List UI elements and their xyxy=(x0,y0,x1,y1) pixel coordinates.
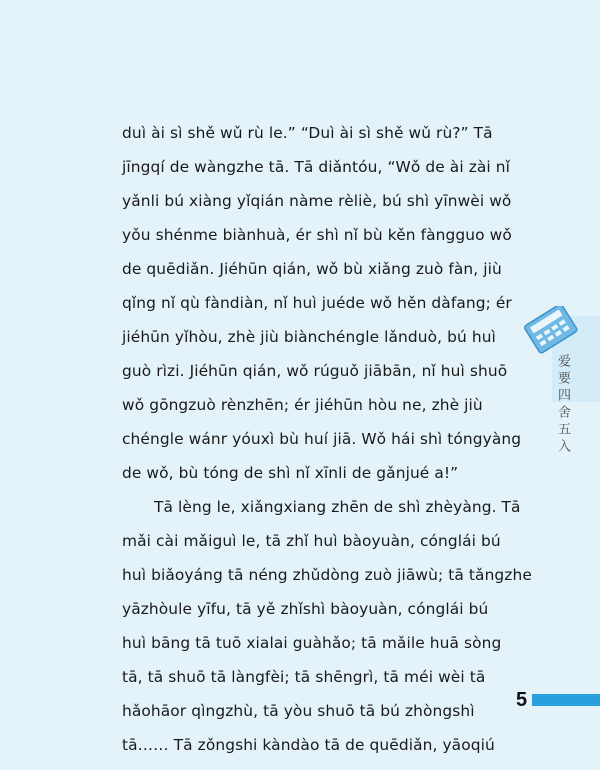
text-line-15: yāzhòule yīfu, tā yě zhǐshì bàoyuàn, cónglái bú xyxy=(122,600,489,618)
side-tab-title: 爱要四舍五入 xyxy=(555,354,570,456)
text-line-12: Tā lèng le, xiǎngxiang zhēn de shì zhèyàng. Tā xyxy=(154,498,521,516)
body-text xyxy=(122,116,532,762)
text-line-3: yǎnli bú xiàng yǐqián nàme rèliè, bú shì yīnwèi wǒ xyxy=(122,192,512,210)
text-line-6: qǐng nǐ qù fàndiàn, nǐ huì juéde wǒ hěn dàfang; ér xyxy=(122,294,512,312)
text-line-1: duì ài sì shě wǔ rù le.” “Duì ài sì shě wǔ rù?” Tā xyxy=(122,124,493,142)
text-line-13: mǎi cài mǎiguì le, tā zhǐ huì bàoyuàn, cónglái bú xyxy=(122,532,501,550)
text-line-5: de quēdiǎn. Jiéhūn qián, wǒ bù xiǎng zuò fàn, jiù xyxy=(122,260,502,278)
text-line-16: huì bāng tā tuō xialai guàhǎo; tā mǎile huā sòng xyxy=(122,634,502,652)
page-number: 5 xyxy=(516,689,528,711)
text-line-8: guò rìzi. Jiéhūn qián, wǒ rúguǒ jiābān, nǐ huì shuō xyxy=(122,362,508,380)
text-line-7: jiéhūn yǐhòu, zhè jiù biànchéngle lǎnduò, bú huì xyxy=(122,328,496,346)
text-line-14: huì biǎoyáng tā néng zhǔdòng zuò jiāwù; tā tǎngzhe xyxy=(122,566,532,584)
text-line-11: de wǒ, bù tóng de shì nǐ xīnli de gǎnjué a!” xyxy=(122,464,459,482)
text-line-2: jīngqí de wàngzhe tā. Tā diǎntóu, “Wǒ de ài zài nǐ xyxy=(122,158,511,176)
page-number-bar xyxy=(532,694,600,706)
text-line-10: chéngle wánr yóuxì bù huí jiā. Wǒ hái shì tóngyàng xyxy=(122,430,522,448)
text-line-4: yǒu shénme biànhuà, ér shì nǐ bù kěn fàngguo wǒ xyxy=(122,226,512,244)
text-line-19: tā…… Tā zǒngshi kàndào tā de quēdiǎn, yāoqiú xyxy=(122,736,495,754)
text-line-9: wǒ gōngzuò rènzhēn; ér jiéhūn hòu ne, zhè jiù xyxy=(122,396,483,414)
text-line-18: hǎohāor qìngzhù, tā yòu shuō tā bú zhòngshì xyxy=(122,702,475,720)
text-line-17: tā, tā shuō tā làngfèi; tā shēngrì, tā méi wèi tā xyxy=(122,668,486,686)
